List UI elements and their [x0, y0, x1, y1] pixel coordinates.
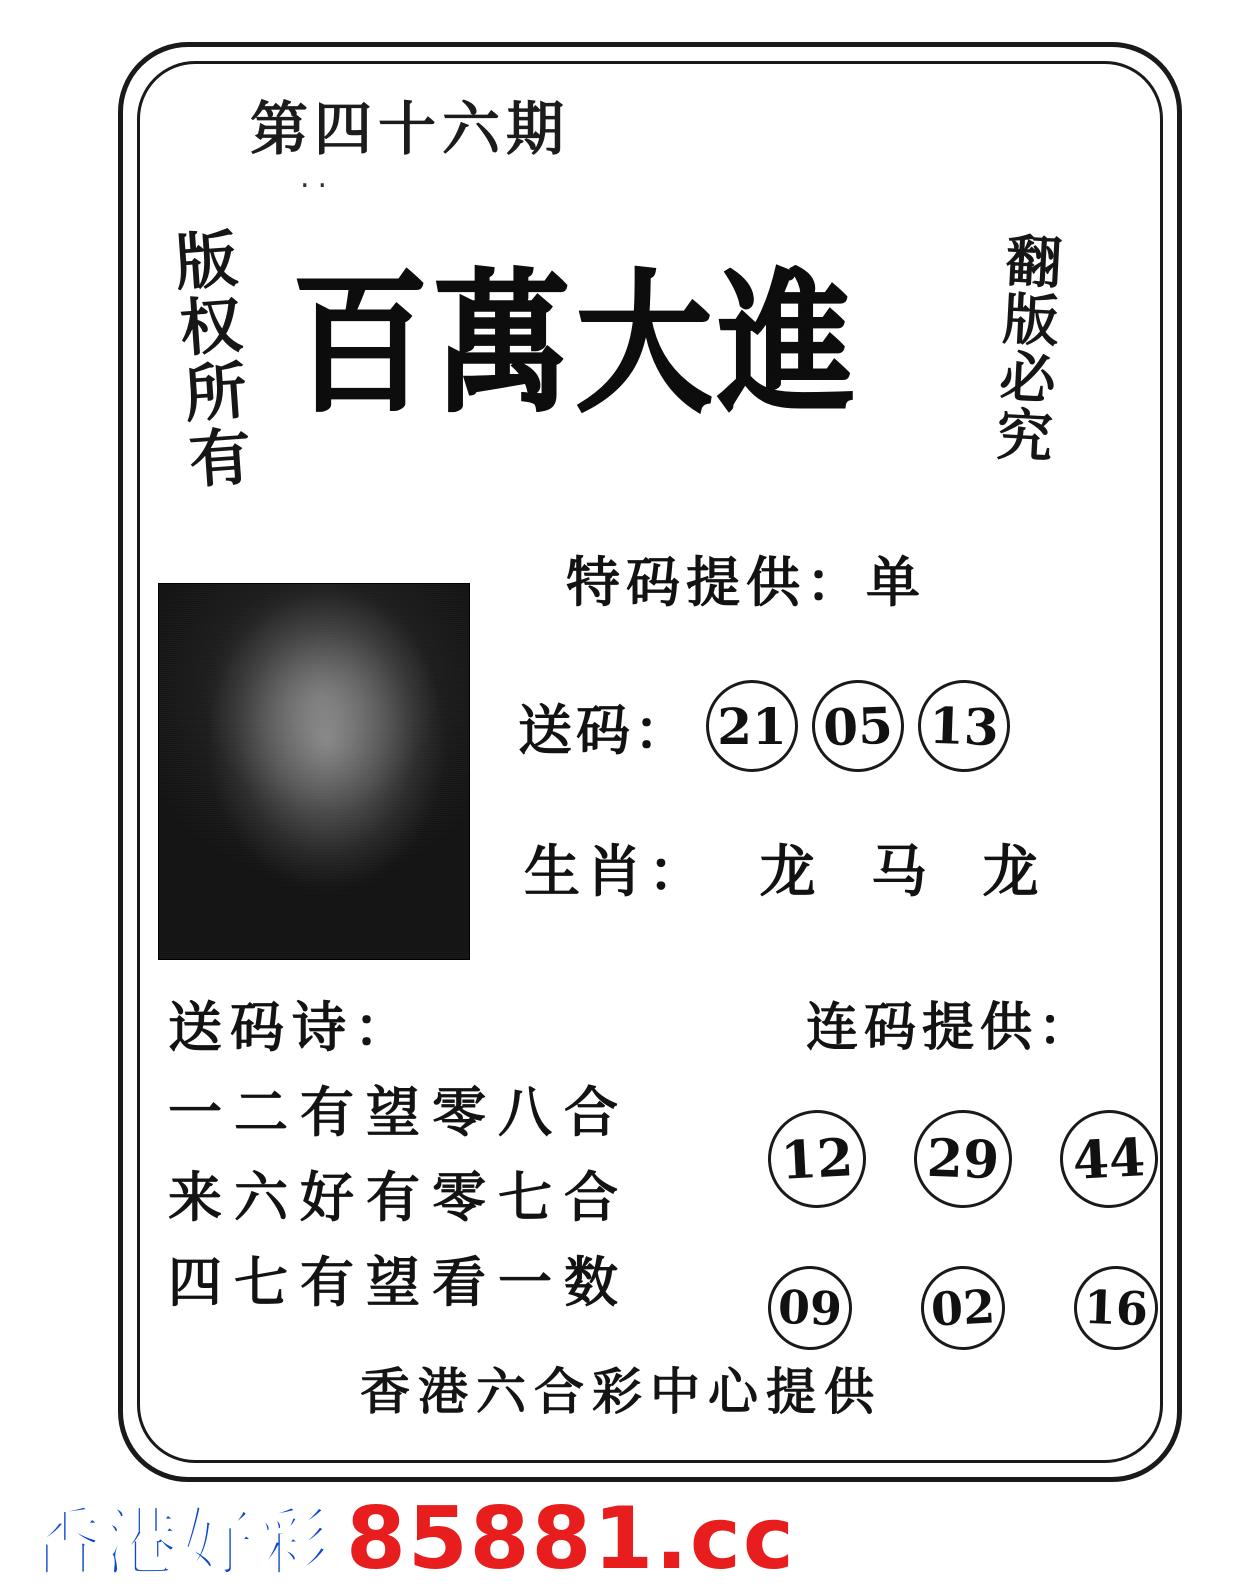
zodiac-animal: 马: [871, 839, 933, 905]
send-code-number: 05: [810, 678, 905, 773]
lian-code-row: [768, 1110, 1158, 1208]
poem-block: [168, 985, 630, 1317]
copyright-right-vertical: 翻版必究: [986, 230, 1065, 466]
issue-number: 第四十六期: [250, 95, 571, 163]
lian-code-number: 16: [1073, 1265, 1160, 1352]
send-code-number: 21: [706, 680, 798, 772]
portrait-photo: [158, 583, 470, 960]
poem-title: 送码诗：: [168, 995, 416, 1059]
copyright-left-vertical: 版权所有: [162, 225, 254, 495]
lian-code-row: [768, 1266, 1158, 1350]
issue-dots: ..: [300, 160, 336, 195]
watermark: [28, 1484, 796, 1590]
zodiac-animal: 龙: [982, 839, 1045, 905]
watermark-domain: 85881.cc: [346, 1489, 796, 1589]
watermark-brand: 香港好彩: [28, 1500, 332, 1586]
page-title: 百萬大進: [292, 254, 860, 434]
zodiac-animal: 龙: [759, 839, 822, 905]
lian-code-title: 连码提供：: [806, 997, 1097, 1058]
special-code-supply: 特码提供：单: [566, 550, 926, 614]
send-code-label: 送码：: [518, 697, 692, 762]
lian-code-number: 09: [767, 1265, 854, 1352]
lian-code-grid: [768, 1110, 1158, 1350]
zodiac-label: 生肖：: [524, 839, 710, 905]
poem-line: 一二有望零八合: [168, 1080, 630, 1144]
lian-code-number: 44: [1058, 1108, 1161, 1211]
card-footer-text: 香港六合彩中心提供: [360, 1362, 882, 1421]
lian-code-number: 12: [766, 1108, 869, 1211]
lian-code-number: 29: [912, 1108, 1013, 1209]
send-code-number: 13: [916, 678, 1011, 773]
poem-line: 四七有望看一数: [168, 1250, 630, 1314]
send-code-row: [518, 680, 1010, 772]
poem-line: 来六好有零七合: [168, 1165, 630, 1229]
lian-code-number: 02: [919, 1264, 1007, 1352]
zodiac-row: [524, 828, 1045, 908]
